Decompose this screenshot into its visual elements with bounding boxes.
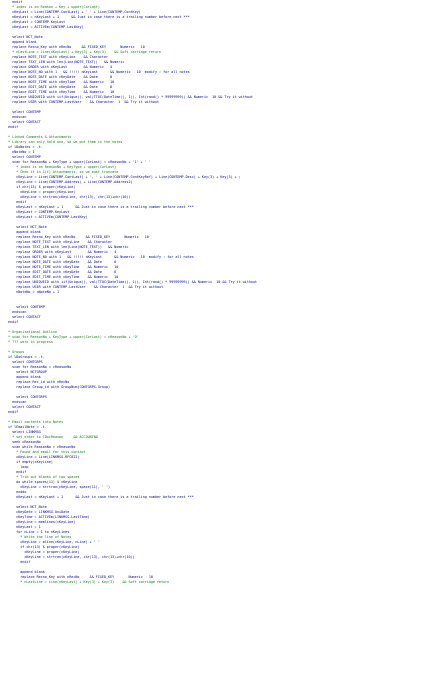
code-comment-line[interactable]: * Organizational Outline (8, 330, 57, 334)
code-line[interactable]: scan for ReasonNo = cReasonNo (8, 365, 72, 369)
code-line[interactable]: nKeyLast = nKeyLast + 1 && Just in case there is a trailing number before next *** (8, 495, 194, 499)
code-line[interactable]: select CONTACT (8, 120, 41, 124)
code-line[interactable]: cKeyLast = CONTEMP.KeyLast (8, 20, 66, 24)
code-line[interactable]: endif (8, 125, 19, 129)
code-comment-line[interactable]: * Library can only hold one, so we put them in the notes (8, 140, 123, 144)
code-line[interactable]: if lEmailNote = .t. (8, 425, 47, 429)
code-line[interactable]: append blank (8, 570, 45, 574)
code-comment-line[interactable]: * Linked Comments & Attachments (8, 135, 72, 139)
code-line[interactable]: if empty(cKeyLine) (8, 460, 53, 464)
code-line[interactable]: scan while ReasonNo = cReasonNo (8, 445, 76, 449)
code-line[interactable]: replace TEXT_LEN with len(Line(NOTE_TEXT)) && Numeric (8, 245, 129, 249)
code-line[interactable]: seek cReasonNo (8, 440, 41, 444)
code-comment-line[interactable]: * Found and email for this contact (8, 450, 86, 454)
code-line[interactable]: cKeyLast = CONTEMP.KeyLast (8, 210, 70, 214)
code-line[interactable]: replace Group_id with GroupNum(CONTGRPS.Group) (8, 385, 111, 389)
code-line[interactable]: select NCT_Note (8, 35, 43, 39)
code-line[interactable]: replace Recno_Key with nRecNo && FIXED_KEY Numeric 10 (8, 575, 153, 579)
code-line[interactable]: replace Recno_Key with nRecNo && FIXED_KEY Numeric 10 (8, 45, 145, 49)
code-line[interactable]: if lDoNotes = .t. (8, 145, 43, 149)
code-line[interactable]: append blank (8, 230, 41, 234)
code-comment-line[interactable]: * index is on Reason + Key + upper(CorLast) (8, 5, 100, 9)
code-line[interactable]: replace Recno_Key with nRecNo && FIXED_KEY Numeric 10 (8, 235, 149, 239)
code-line[interactable]: select NCT_Note (8, 225, 47, 229)
code-comment-line[interactable]: * nLastLine = Line(nKeyLast) + Key(3) + Key(3) && Soft carriage return (8, 580, 170, 584)
code-line[interactable]: replace NOTE_TIME with cKeyTime && Numeric 10 (8, 80, 115, 84)
code-line[interactable]: cKeyLine = mline(cKeyLine, nLine) + ' ' (8, 540, 100, 544)
code-line[interactable]: select CONTACT (8, 315, 41, 319)
code-line[interactable]: if chr(13) $ proper(cKeyLine) (8, 545, 80, 549)
code-line[interactable]: enddo (8, 490, 27, 494)
code-comment-line[interactable]: * ??? work in progress (8, 340, 53, 344)
code-line[interactable]: replace EDIT_TIME with cKeyTime && Numeric 10 (8, 90, 115, 94)
code-line[interactable]: cKeyLine = proper(cKeyLine) (8, 190, 76, 194)
code-line[interactable]: replace TEXT_LEN with len(Line(NOTE_TEXT)) && Numeric (8, 60, 125, 64)
code-line[interactable]: for nLine = 1 to nKeyLines (8, 530, 70, 534)
code-line[interactable]: scan for ReasonNo + KeyType + upper(CorLast) = cReasonNo + '1' + ' ' (8, 160, 151, 164)
code-comment-line[interactable]: * Groups (8, 350, 25, 354)
code-line[interactable]: select NCTGROUP (8, 370, 47, 374)
code-line[interactable]: nKeyLast = nKeyLast + 1 && Just in case there is a trailing number before next *** (8, 205, 194, 209)
code-line[interactable]: cKeyLine = strtran(cKeyLine, chr(13), chr(13)+chr(10)) (8, 555, 135, 559)
code-line[interactable]: replace ORDER with nKeyLast && Numeric 4 (8, 65, 113, 69)
code-line[interactable]: replace NOTE_TIME with cKeyTime && Numeric 10 (8, 265, 119, 269)
code-comment-line[interactable]: * Write the line of Notes (8, 535, 72, 539)
code-line[interactable]: cKeyLine = Line(CONTEMP.ContLast) + ', ' + Line(CONTEMP.ContKeyRef) + Line(CONTEMP.Desc) + Key(3) + Key(3) + ; (8, 175, 241, 179)
code-line[interactable]: cKeyLine = Line(CONTEMP.Address) + Line(CONTEMP.Address2) (8, 180, 133, 184)
code-line[interactable]: replace USER with CONTEMP.LastUser && Character 1 && Try it without (8, 100, 160, 104)
code-line[interactable]: replace NOTE_TEXT with cKeyLine && Character (8, 55, 109, 59)
code-line[interactable]: replace UNIQUEID with iif(Unique(), val(TTOC(DateTime(), 1)), Int(rand() * 99999999)) && Numeric 10 && Try it without (8, 95, 253, 99)
code-line[interactable]: cKeyLast = ACTIVEm(CONTEMP.LastKey) (8, 25, 84, 29)
code-line[interactable]: select CONTEMP (8, 155, 41, 159)
code-line[interactable]: nNoteNo = 1 (8, 150, 35, 154)
code-line[interactable]: replace EDIT_TIME with cKeyTime && Numeric 10 (8, 275, 119, 279)
code-line[interactable]: append blank (8, 40, 37, 44)
code-line[interactable]: if lDoGroups = .t. (8, 355, 45, 359)
code-comment-line[interactable]: * Chek it in 1(t) Attachments, so we must truncate (8, 170, 119, 174)
code-line[interactable]: replace EDIT_DATE with cKeyDate && Date 8 (8, 85, 113, 89)
code-line[interactable]: replace ORDER with nKeyLast && Numeric 4 (8, 250, 117, 254)
code-line[interactable]: replace NOTE_NO with 1 && !!!!! nKeyLast && Numeric 10 modify : for all notes (8, 70, 190, 74)
code-line[interactable]: replace UNIQUEID with iif(Unique(), val(TTOC(DateTime(), 1)), Int(rand() * 99999999)) && Numeric 10 && Try it without (8, 280, 258, 284)
code-line[interactable]: loop (8, 465, 29, 469)
code-line[interactable]: endscan (8, 310, 27, 314)
code-line[interactable]: endscan (8, 400, 27, 404)
code-line[interactable]: replace Rec_id with nRecNo (8, 380, 70, 384)
code-comment-line[interactable]: * scan for ReasonNo + KeyType + upper(CorLast) = cReasonNo + 'O' (8, 335, 139, 339)
code-line[interactable]: endscan (8, 115, 27, 119)
code-line[interactable]: cKeyLast = Line(CONTEMP.ContLast) + ' ' + Line(CONTEMP.ContKey) (8, 10, 141, 14)
code-line[interactable]: endif (8, 0, 23, 4)
code-line[interactable]: replace USER with CONTEMP.LastUser && Character 1 && Try it without (8, 285, 164, 289)
code-comment-line[interactable]: * nLastLine = Line(nKeyLast) + Key(3) + Key(3) && Soft carriage return (8, 50, 162, 54)
code-line[interactable]: cKeyLine = strtran(cKeyLine, space(11), ' ') (8, 485, 111, 489)
code-line[interactable]: cKeyLine = Line(LINKMSG.RFC822) (8, 455, 80, 459)
code-line[interactable]: replace NOTE_DATE with cKeyDate && Date 8 (8, 75, 113, 79)
code-line[interactable]: select CONTGRPS (8, 360, 43, 364)
code-line[interactable]: endif (8, 200, 27, 204)
code-line[interactable]: endif (8, 470, 27, 474)
code-comment-line[interactable]: * Trim out blanks of two spaces (8, 475, 80, 479)
code-line[interactable]: cKeyTime = ACTIVEm(LINKMSG.LastTime) (8, 515, 90, 519)
code-line[interactable]: replace EDIT_DATE with cKeyDate && Date 8 (8, 270, 117, 274)
code-line[interactable]: append blank (8, 375, 41, 379)
code-comment-line[interactable]: * Email contents into Notes (8, 420, 64, 424)
code-line[interactable]: endif (8, 410, 19, 414)
code-line[interactable]: endif (8, 560, 31, 564)
code-line[interactable]: cKeyLine = proper(cKeyLine) (8, 550, 80, 554)
code-line[interactable]: select CONTEMP (8, 110, 41, 114)
code-line[interactable]: cKeyLine = memlines(cKeyLine) (8, 520, 76, 524)
code-line[interactable]: nNoteNo = nNoteNo + 1 (8, 290, 60, 294)
code-line[interactable]: select CONTEMP (8, 305, 45, 309)
code-comment-line[interactable]: * set order to lDocReason && ACCOUNTNO (8, 435, 98, 439)
code-line[interactable]: cKeyDate = LINKMSG.UniDate (8, 510, 70, 514)
code-line[interactable]: select NCT_Note (8, 505, 47, 509)
code-line[interactable]: replace NOTE_DATE with cKeyDate && Date 8 (8, 260, 117, 264)
code-comment-line[interactable]: * index is on ReasonNo + KeyType + upper(CorLast) (8, 165, 117, 169)
code-line[interactable]: do while spaces(11) $ cKeyLine (8, 480, 78, 484)
code-line[interactable]: endif (8, 320, 19, 324)
code-line[interactable]: replace NOTE_TEXT with cKeyLine && Character (8, 240, 113, 244)
code-line[interactable]: replace NOTE_NO with 1 && !!!!! nKeyLast && Numeric 10 modify : for all notes (8, 255, 194, 259)
code-line[interactable]: select LINKMSG (8, 430, 41, 434)
code-line[interactable]: cKeyLine = strtran(cKeyLine, chr(13), chr(13)+chr(10)) (8, 195, 131, 199)
code-line[interactable]: select CONTACT (8, 405, 41, 409)
code-line[interactable]: if chr(13) $ proper(cKeyLine) (8, 185, 76, 189)
code-line[interactable]: select CONTGRPS (8, 395, 47, 399)
code-line[interactable]: cKeyLast = ACTIVEm(CONTEMP.LastKey) (8, 215, 88, 219)
code-line[interactable]: nKeyLast = 1 (8, 525, 41, 529)
code-line[interactable]: nKeyLast = nKeyLast + 1 && Just in case there is a trailing number before next *** (8, 15, 190, 19)
